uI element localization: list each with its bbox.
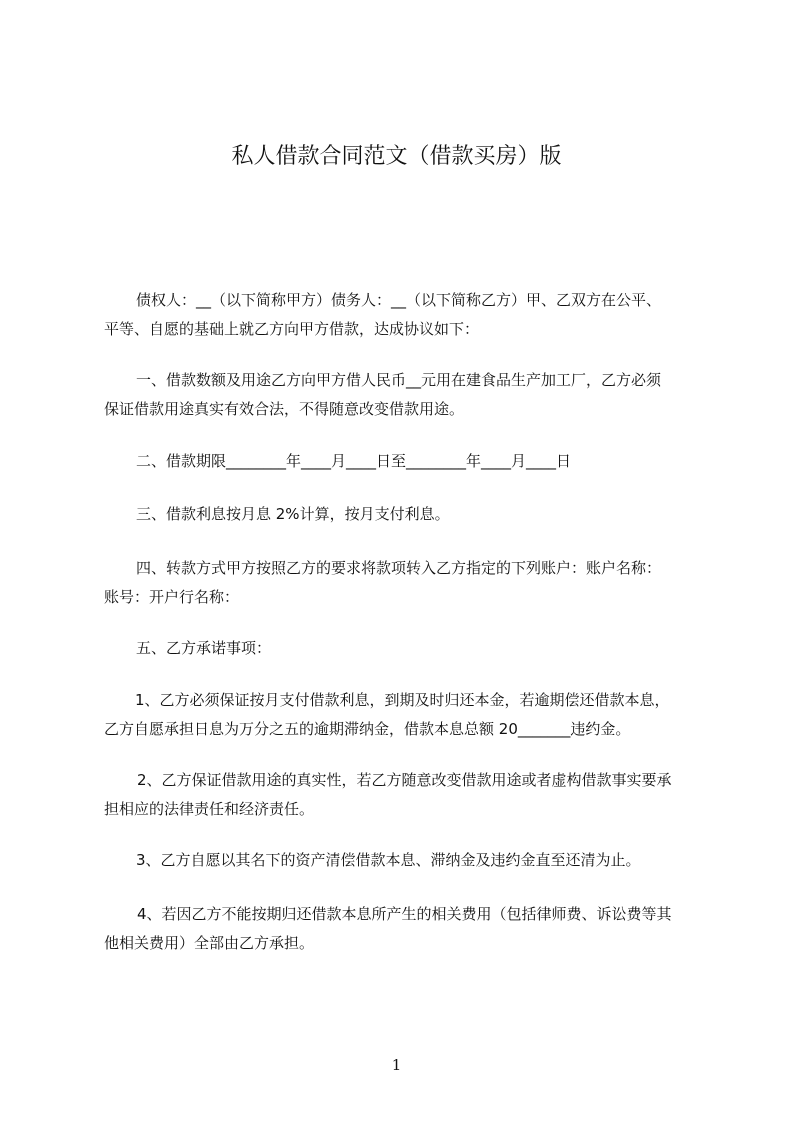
commitment-item-4 [104, 900, 696, 958]
commitment-item-2 [104, 766, 696, 824]
item-3-line: 3、乙方自愿以其名下的资产清偿借款本息、滞纳金及违约金直至还清为止。 [136, 851, 641, 869]
clause-2-line: 二、借款期限________年____月____日至________年____月____日 [136, 452, 572, 470]
item-4-line-1: 4、若因乙方不能按期归还借款本息所产生的相关费用（包括律师费、诉讼费等其 [137, 905, 672, 923]
clause-5-line: 五、乙方承诺事项： [136, 639, 272, 657]
document-title: 私人借款合同范文（借款买房）版 [231, 144, 562, 169]
clause-4-line-1: 四、转款方式甲方按照乙方的要求将款项转入乙方指定的下列账户：账户名称： [136, 559, 662, 577]
intro-line-2: 平等、自愿的基础上就乙方向甲方借款，达成协议如下： [104, 320, 480, 338]
clause-1-line-2: 保证借款用途真实有效合法，不得随意改变借款用途。 [104, 400, 465, 418]
clause-4-paragraph [104, 554, 696, 612]
item-4-line-2: 他相关费用）全部由乙方承担。 [104, 934, 315, 952]
item-2-line-1: 2、乙方保证借款用途的真实性，若乙方随意改变借款用途或者虚构借款事实要承 [137, 771, 672, 789]
commitment-item-1 [104, 686, 696, 744]
clause-2-paragraph [104, 447, 696, 476]
item-1-line-2: 乙方自愿承担日息为万分之五的逾期滞纳金，借款本息总额 20_______违约金。 [104, 720, 631, 738]
page-number: 1 [391, 1056, 402, 1074]
clause-3-paragraph [104, 500, 696, 529]
commitment-item-3 [104, 846, 696, 875]
intro-paragraph [104, 286, 696, 344]
item-2-line-2: 担相应的法律责任和经济责任。 [104, 800, 315, 818]
clause-4-line-2: 账号：开户行名称： [104, 588, 240, 606]
clause-3-line: 三、借款利息按月息 2%计算，按月支付利息。 [136, 505, 450, 523]
clause-1-line-1: 一、借款数额及用途乙方向甲方借人民币__元用在建食品生产加工厂，乙方必须 [136, 371, 662, 389]
clause-1-paragraph [104, 366, 696, 424]
item-1-line-1: 1、乙方必须保证按月支付借款利息，到期及时归还本金，若逾期偿还借款本息， [135, 691, 670, 709]
clause-5-heading [104, 634, 696, 663]
intro-line-1: 债权人：__（以下简称甲方）债务人：__（以下简称乙方）甲、乙双方在公平、 [136, 291, 662, 309]
